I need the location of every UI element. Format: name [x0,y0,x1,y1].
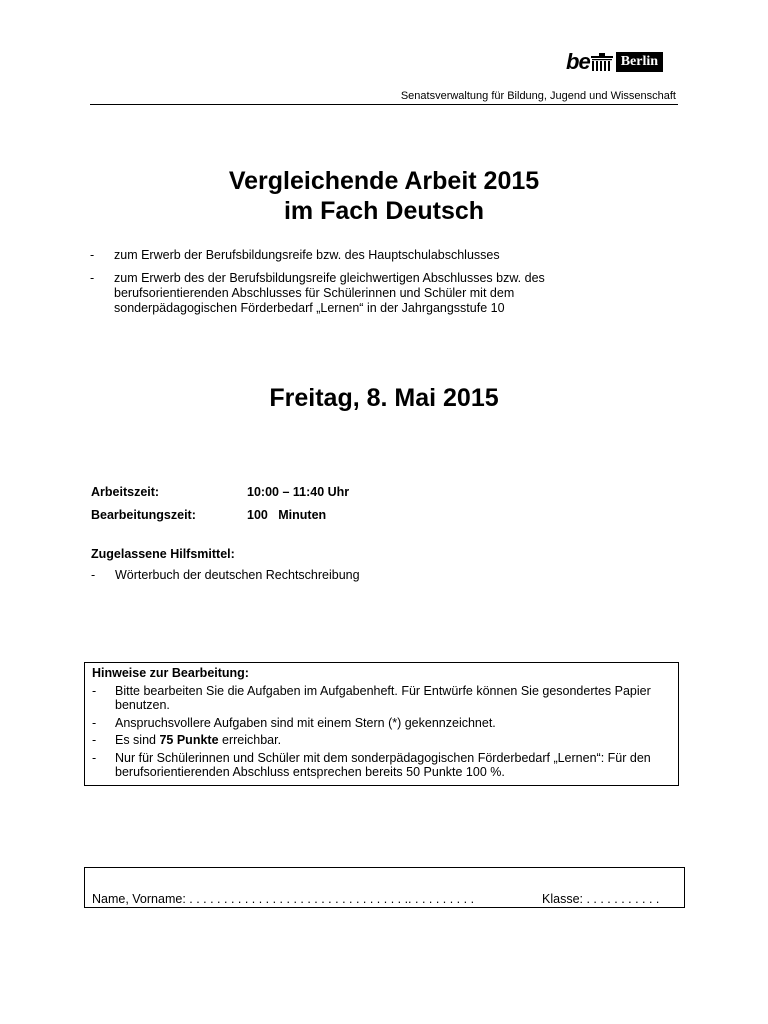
time-info [91,480,349,526]
bearbeitungszeit-value: 100 Minuten [247,507,327,522]
title-line-2: im Fach Deutsch [283,197,485,225]
bullet-dash: - [90,271,95,285]
document-title [0,166,768,226]
arbeitszeit-row [91,480,349,503]
hints-box [84,662,679,786]
hint-2: Anspruchsvollere Aufgaben sind mit einem Stern (*) gekennzeichnet. [115,715,496,730]
aids-title: Zugelassene Hilfsmittel: [91,547,235,561]
berlin-logo [566,50,663,74]
list-item [92,716,670,731]
hint-3-post: erreichbar. [218,733,282,747]
purpose-list [90,248,630,324]
list-item [91,568,360,582]
aids-item-text: Wörterbuch der deutschen Rechtschreibung [115,568,360,582]
name-field[interactable]: Name, Vorname: . . . . . . . . . . . . . . . . . . . . . . . . . . . . . . . .. . . . . . . . . . [92,892,475,906]
hint-3-pre: Es sind [115,733,160,747]
purpose-item-1: zum Erwerb der Berufsbildungsreife bzw. des Hauptschulabschlusses [114,248,500,262]
list-item [90,271,630,316]
purpose-item-2: zum Erwerb des der Berufsbildungsreife gleichwertigen Abschlusses bzw. des berufsorientierenden Abschlusses für Schülerinnen und Schüler mit dem sonderpädagogischen Förderbedarf „Lernen“ in der Jahrgangsstufe 10 [114,271,545,315]
bullet-dash: - [92,683,97,698]
hint-4: Nur für Schülerinnen und Schüler mit dem sonderpädagogischen Förderbedarf „Lernen“: Für den berufsorientierenden Abschluss entsprechen bereits 50 Punkte 100 %. [115,750,651,779]
points-total: 75 Punkte [159,733,219,747]
arbeitszeit-label: Arbeitszeit: [91,484,160,499]
hint-3 [115,733,670,748]
list-item [90,248,630,263]
list-item [92,751,670,780]
exam-date: Freitag, 8. Mai 2015 [269,384,499,412]
bullet-dash: - [90,248,95,262]
logo-berlin-text: Berlin [616,52,663,72]
allowed-aids [91,547,360,582]
arbeitszeit-value: 10:00 – 11:40 Uhr [247,484,350,499]
student-info-box [84,867,685,908]
bearbeitungszeit-row [91,503,349,526]
bullet-dash: - [92,715,97,730]
brandenburg-gate-icon [591,52,613,72]
bullet-dash: - [91,568,96,582]
hints-title: Hinweise zur Bearbeitung: [92,666,249,680]
department-name: Senatsverwaltung für Bildung, Jugend und Wissenschaft [400,90,676,102]
klasse-field[interactable]: Klasse: . . . . . . . . . . . [542,892,660,906]
bearbeitungszeit-label: Bearbeitungszeit: [91,507,196,522]
hint-1: Bitte bearbeiten Sie die Aufgaben im Aufgabenheft. Für Entwürfe können Sie gesondertes Papier benutzen. [115,683,651,712]
bullet-dash: - [92,750,97,765]
header-divider [90,104,678,105]
list-item [92,733,670,748]
list-item [92,684,670,713]
logo-be-text: be [566,49,590,74]
bullet-dash: - [92,733,97,747]
title-line-1: Vergleichende Arbeit 2015 [228,167,540,195]
